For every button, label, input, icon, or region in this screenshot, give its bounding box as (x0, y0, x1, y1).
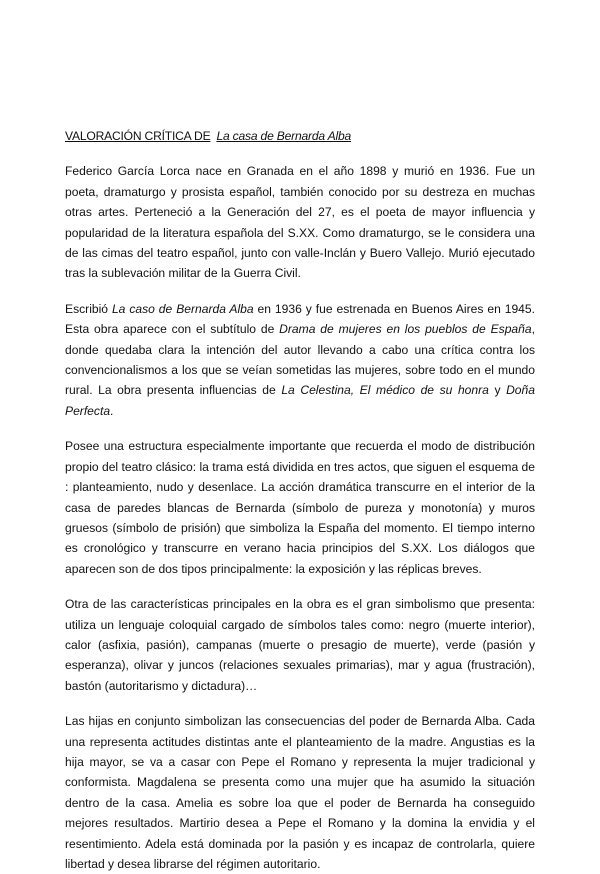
title-book-name: La casa de Bernarda Alba (216, 129, 352, 143)
italic-text: Doña Perfecta (65, 383, 535, 418)
italic-text: Drama de mujeres en los pueblos de España (279, 322, 532, 337)
paragraph-text: Las hijas en conjunto simbolizan las consecuencias del poder de Bernarda Alba. Cada una representa actitudes distintas ante el planteamiento de la madre. Angustias es la hija mayor, se va a casar con Pepe el Romano y representa la mujer tradicional y conformista. Magdalena se presenta como una mujer que ha asumido la situación dentro de la casa. Amelia es sobre loa que el poder de Bernarda ha conseguido mejores resultados. Martirio desea a Pepe el Romano y la domina la envidia y el resentimiento. Adela está dominada por la pasión y es incapaz de controlarla, quiere libertad y desea librarse del régimen autoritario. (65, 714, 535, 871)
italic-text: La Celestina, El médico de su honra (281, 383, 489, 398)
paragraph-text: Otra de las características principales en la obra es el gran simbolismo que presenta: utiliza un lenguaje coloquial cargado de símbolos tales como: negro (muerte interior), calor (asfixia, pasión), campanas (muerte o presagio de muerte), verde (pasión y esperanza), olivar y juncos (relaciones sexuales primarias), mar y agua (frustración), bastón (autoritarismo y dictadura)… (65, 597, 535, 693)
paragraph (65, 594, 535, 696)
italic-text: La caso de Bernarda Alba (111, 301, 254, 316)
paragraph (65, 711, 535, 874)
document-title (65, 126, 535, 146)
paragraph (65, 436, 535, 579)
paragraph-text: en 1936 y fue estrenada en Buenos Aires en 1945. Esta obra aparece con el subtítulo de (65, 301, 535, 337)
title-prefix: VALORACIÓN CRÍTICA DE (65, 129, 211, 143)
paragraph-text: Posee una estructura especialmente importante que recuerda el modo de distribución propio del teatro clásico: la trama está dividida en tres actos, que siguen el esquema de : planteamiento, nudo y desenlace. La acción dramática transcurre en el interior de la casa de paredes blancas de Bernarda (símbolo de pureza y monotonía) y muros gruesos (símbolo de prisión) que simboliza la España del momento. El tiempo interno es cronológico y transcurre en verano hacia principios del S.XX. Los diálogos que aparecen son de dos tipos principalmente: la exposición y las réplicas breves. (65, 439, 535, 576)
paragraph-text: . (110, 403, 114, 418)
paragraph (65, 299, 535, 421)
document-page (65, 126, 535, 874)
document-body (65, 161, 535, 874)
paragraph-text: , donde quedaba clara la intención del autor llevando a cabo una crítica contra los convencionalismos a los que se veían sometidas las mujeres, sobre todo en el mundo rural. La obra presenta influencias de (65, 322, 535, 398)
paragraph-text: Escribió (65, 301, 112, 316)
paragraph-text: y (488, 383, 507, 398)
paragraph-text: Federico García Lorca nace en Granada en el año 1898 y murió en 1936. Fue un poeta, dramaturgo y prosista español, también conocido por su destreza en muchas otras artes. Perteneció a la Generación del 27, es el poeta de mayor influencia y popularidad de la literatura española del S.XX. Como dramaturgo, se le considera una de las cimas del teatro español, junto con valle-Inclán y Buero Vallejo. Murió ejecutado tras la sublevación militar de la Guerra Civil. (65, 164, 535, 281)
paragraph (65, 161, 535, 283)
